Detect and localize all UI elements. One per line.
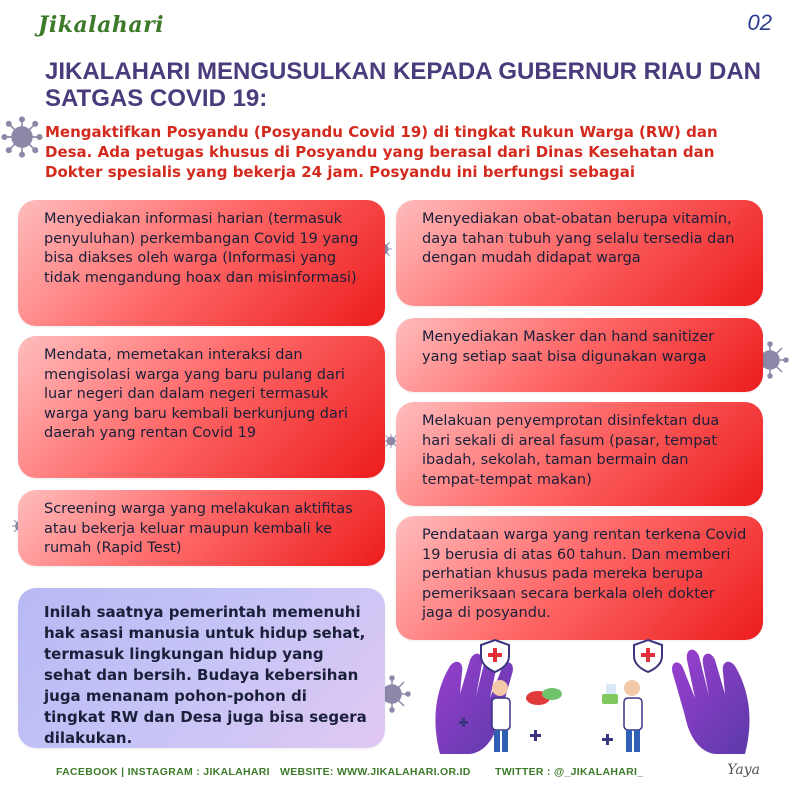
card-closing-message: Inilah saatnya pemerintah memenuhi hak asasi manusia untuk hidup sehat, termasuk lingkungan hidup yang sehat dan bersih. Budaya kebersihan juga menanam pohon-pohon di tingkat RW dan Desa juga bisa segera dilakukan. <box>18 588 385 748</box>
footer-social: FACEBOOK | INSTAGRAM : JIKALAHARI <box>56 766 270 778</box>
intro-text: Mengaktifkan Posyandu (Posyandu Covid 19) di tingkat Rukun Warga (RW) dan Desa. Ada petugas khusus di Posyandu yang berasal dari Dinas Kesehatan dan Dokter spesialis yang bekerja 24 jam. Posyandu ini berfungsi sebagai <box>45 123 718 181</box>
footer-website: WEBSITE: WWW.JIKALAHARI.OR.ID <box>280 766 471 778</box>
card-penyemprotan: Melakuan penyemprotan disinfektan dua hari sekali di areal fasum (pasar, tempat ibadah, sekolah, taman bermain dan tempat-tempat makan) <box>396 402 763 506</box>
card-masker: Menyediakan Masker dan hand sanitizer yang setiap saat bisa digunakan warga <box>396 318 763 392</box>
doctor-illustration <box>420 636 765 760</box>
page-title: JIKALAHARI MENGUSULKAN KEPADA GUBERNUR RIAU DAN SATGAS COVID 19: <box>45 58 762 112</box>
page-number: 02 <box>747 10 772 35</box>
brand-logo: Jikalahari <box>38 12 165 38</box>
card-informasi-harian: Menyediakan informasi harian (termasuk penyuluhan) perkembangan Covid 19 yang bisa diakses oleh warga (Informasi yang tidak mengandung hoax dan misinformasi) <box>18 200 385 326</box>
card-screening: Screening warga yang melakukan aktifitas atau bekerja keluar maupun kembali ke rumah (Rapid Test) <box>18 490 385 566</box>
signature: Yaya <box>727 762 760 778</box>
shield-cross-icon <box>634 640 662 672</box>
card-obat-obatan: Menyediakan obat-obatan berupa vitamin, daya tahan tubuh yang selalu tersedia dan dengan mudah didapat warga <box>396 200 763 306</box>
card-mendata-warga: Mendata, memetakan interaksi dan mengisolasi warga yang baru pulang dari luar negeri dan dalam negeri termasuk warga yang baru kembali berkunjung dari daerah yang rentan Covid 19 <box>18 336 385 478</box>
virus-icon <box>0 115 44 159</box>
footer-twitter: TWITTER : @_JIKALAHARI_ <box>495 766 644 778</box>
card-pendataan-lansia: Pendataan warga yang rentan terkena Covid 19 berusia di atas 60 tahun. Dan memberi perhatian khusus pada mereka berupa pemeriksaan secara berkala oleh dokter jaga di posyandu. <box>396 516 763 640</box>
